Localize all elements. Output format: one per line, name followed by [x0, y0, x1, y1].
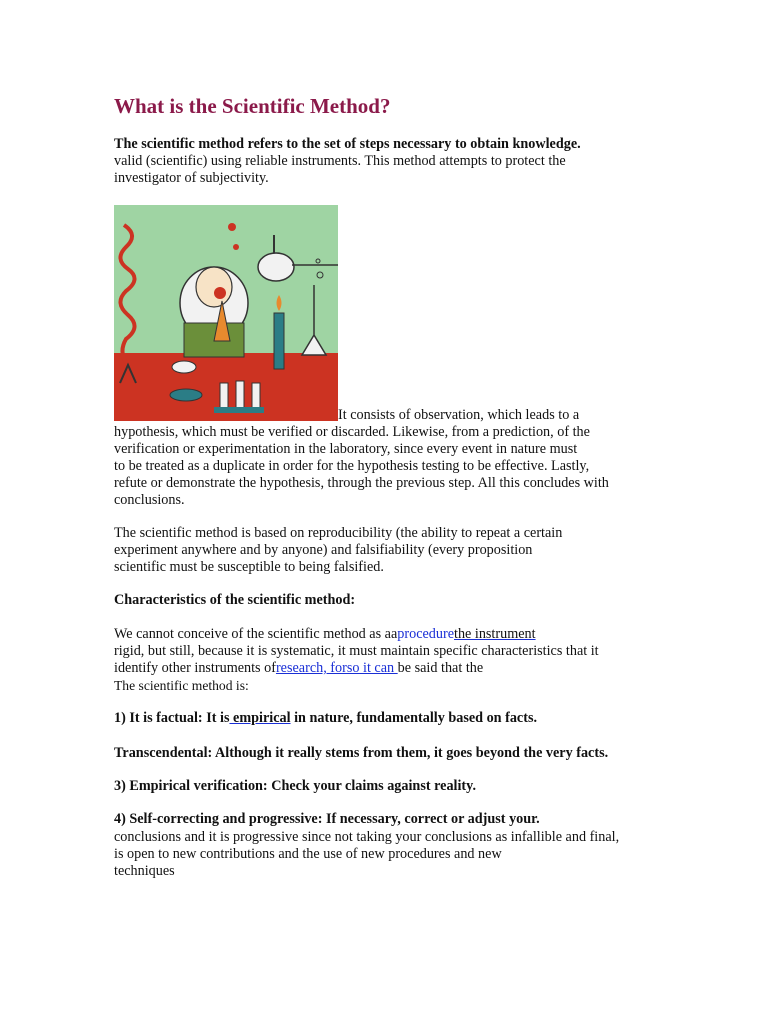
item-2: Transcendental: Although it really stems from them, it goes beyond the very facts.: [114, 745, 609, 761]
characteristics-heading: Characteristics of the scientific method:: [114, 592, 356, 608]
procedure-link[interactable]: procedure: [397, 626, 454, 642]
item-1-lead: 1) It is factual: It is: [114, 710, 230, 726]
p2-line-3: verification or experimentation in the laboratory, since every event in nature must: [114, 441, 578, 457]
p2-line-6: conclusions.: [114, 492, 185, 508]
p3-line-1: The scientific method is based on reproducibility (the ability to repeat a certain: [114, 525, 563, 541]
p4-line-3-tail: be said that the: [397, 660, 484, 676]
p5-line-3: techniques: [114, 863, 175, 879]
p4-line-3-text: identify other instruments of: [114, 660, 276, 676]
item-4: 4) Self-correcting and progressive: If necessary, correct or adjust your.: [114, 811, 540, 827]
research-link[interactable]: research, forso it can: [275, 660, 398, 676]
instrument-link[interactable]: the instrument: [454, 626, 536, 642]
p4-line-1: [114, 626, 536, 643]
p5-line-1: conclusions and it is progressive since not taking your conclusions as infallible and final,: [114, 829, 620, 845]
page-title: What is the Scientific Method?: [114, 94, 391, 118]
p4-line-1-text: We cannot conceive of the scientific method as aa: [114, 626, 398, 642]
intro-bold-line: The scientific method refers to the set of steps necessary to obtain knowledge.: [114, 136, 581, 152]
p5-line-2: is open to new contributions and the use of new procedures and new: [114, 846, 502, 862]
p2-line-5: refute or demonstrate the hypothesis, through the previous step. All this concludes with: [114, 475, 609, 491]
p4-line-4: The scientific method is:: [114, 678, 249, 693]
p2-line-1: It consists of observation, which leads to a: [338, 407, 580, 423]
p2-line-4: to be treated as a duplicate in order for the hypothesis testing to be effective. Lastly,: [114, 458, 590, 474]
item-1-tail: in nature, fundamentally based on facts.: [290, 710, 538, 726]
p3-line-2: experiment anywhere and by anyone) and falsifiability (every proposition: [114, 542, 533, 558]
scientist-illustration: [114, 205, 338, 421]
item-1: [114, 710, 537, 727]
empirical-link[interactable]: empirical: [229, 710, 291, 726]
intro-line-2: valid (scientific) using reliable instruments. This method attempts to protect the: [114, 153, 566, 169]
p4-line-2: rigid, but still, because it is systematic, it must maintain specific characteristics that it: [114, 643, 599, 659]
intro-line-3: investigator of subjectivity.: [114, 170, 269, 186]
p4-line-3: [114, 660, 483, 677]
item-3: 3) Empirical verification: Check your claims against reality.: [114, 778, 477, 794]
p2-line-2: hypothesis, which must be verified or discarded. Likewise, from a prediction, of the: [114, 424, 590, 440]
p3-line-3: scientific must be susceptible to being falsified.: [114, 559, 384, 575]
